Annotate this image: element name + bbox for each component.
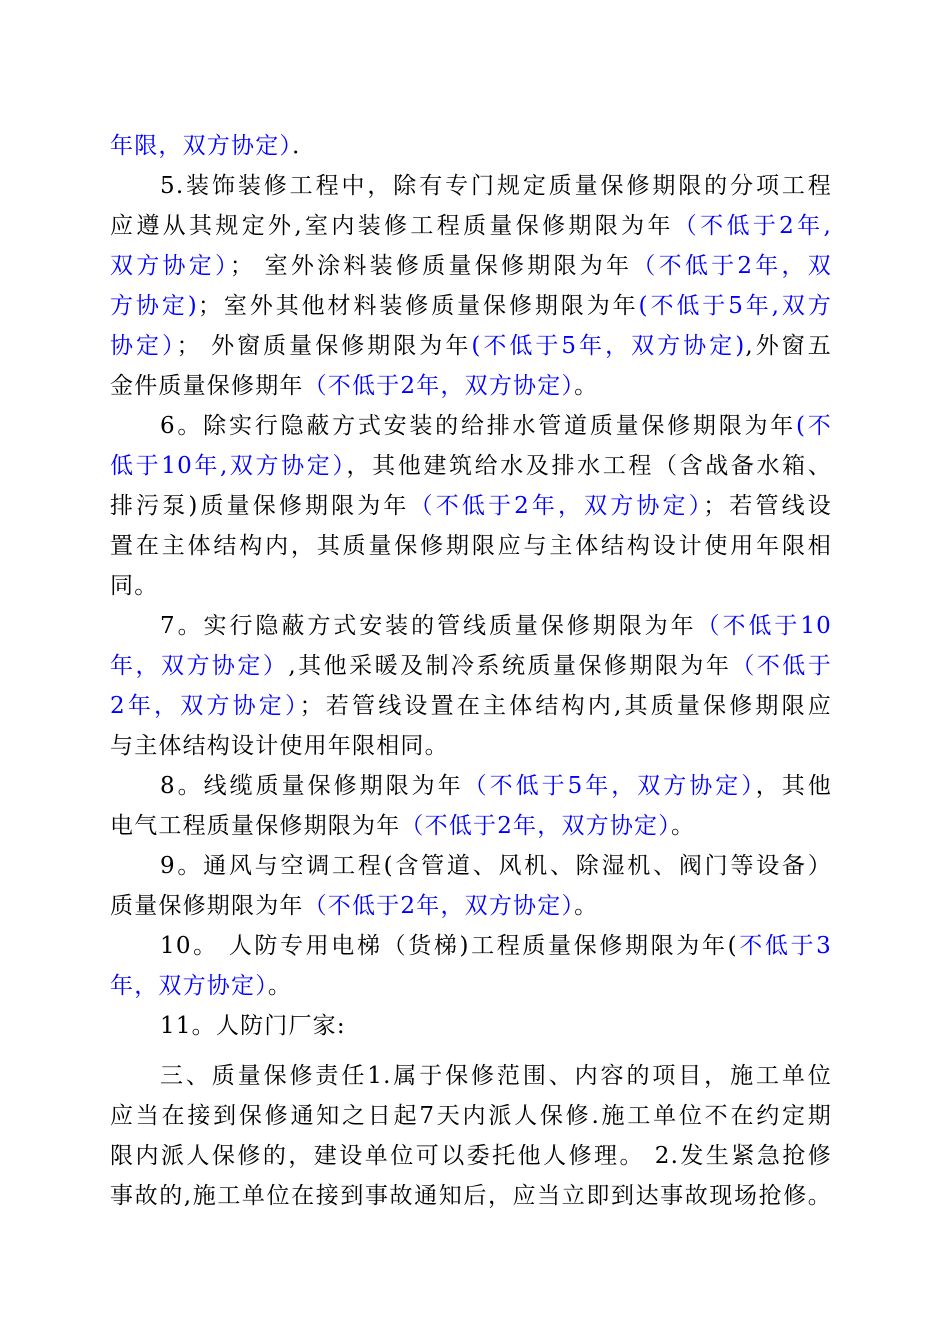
body-text: 9。通风与空调工程(含管道、风机、除湿机、阀门等设备） [160, 853, 832, 879]
text-line [110, 126, 832, 166]
body-text: 。 [267, 973, 293, 999]
body-text: ；若管线设置在主体结构内,其质量保修期限应 [299, 693, 833, 719]
text-line [110, 966, 832, 1006]
body-text: ； 外窗质量保修期限为年 [176, 333, 472, 359]
body-text: 排污泵)质量保修期限为年 [110, 493, 410, 519]
body-text: ；若管线设 [703, 493, 833, 519]
body-text: 置在主体结构内，其质量保修期限应与主体结构设计使用年限相 [110, 533, 832, 559]
fill-in-clause: （不低于10 [696, 613, 832, 639]
fill-in-clause: （不低于2年，双方协定） [303, 373, 575, 399]
body-text: 10。 人防专用电梯（货梯)工程质量保修期限为年( [160, 933, 738, 959]
body-text: 8。线缆质量保修期限为年 [160, 773, 464, 799]
body-text: 事故的,施工单位在接到事故通知后，应当立即到达事故现场抢修。 [110, 1183, 832, 1209]
fill-in-clause: 低于10年,双方协定） [110, 453, 347, 479]
fill-in-clause: （不低于2年，双方协定） [303, 893, 575, 919]
text-line [160, 1006, 832, 1046]
body-text: 。 [574, 893, 599, 919]
text-line [110, 446, 832, 486]
body-text: 。 [574, 373, 599, 399]
fill-in-clause: 年，双方协定） [110, 653, 289, 679]
fill-in-clause: 不低于3 [737, 933, 832, 959]
body-text: 应遵从其规定外,室内装修工程质量保修期限为年 [110, 213, 674, 239]
body-text: 7。实行隐蔽方式安装的管线质量保修期限为年 [160, 613, 697, 639]
fill-in-clause: 2年，双方协定） [110, 693, 300, 719]
body-text: 同。 [110, 573, 159, 599]
text-line [160, 406, 832, 446]
text-line [110, 326, 832, 366]
text-line [160, 1056, 832, 1096]
text-line [110, 526, 832, 566]
fill-in-clause: (不低于5年，双方协定) [471, 333, 746, 359]
body-text: ,其他采暖及制冷系统质量保修期限为年 [288, 653, 732, 679]
body-text: 限内派人保修的，建设单位可以委托他人修理。 2.发生紧急抢修 [110, 1143, 832, 1169]
text-line [110, 366, 832, 406]
body-text: 6。除实行隐蔽方式安装的给排水管道质量保修期限为年 [160, 413, 797, 439]
fill-in-clause: 年限，双方协定） [110, 133, 293, 159]
text-line [110, 1176, 832, 1216]
body-text: 。 [670, 813, 696, 839]
body-text: 三、质量保修责任1.属于保修范围、内容的项目，施工单位 [160, 1063, 832, 1089]
text-line [110, 566, 832, 606]
fill-in-clause: （不低于2年, [673, 213, 832, 239]
fill-in-clause: （不低于2年，双 [632, 253, 832, 279]
fill-in-clause: (不 [796, 413, 832, 439]
body-text: ，其他 [755, 773, 832, 799]
fill-in-clause: 协定） [110, 333, 177, 359]
body-text: 金件质量保修期年 [110, 373, 304, 399]
body-text: ． [292, 133, 317, 159]
text-line [110, 806, 832, 846]
body-text: 5.装饰装修工程中，除有专门规定质量保修期限的分项工程 [160, 173, 832, 199]
fill-in-clause: （不低于2年，双方协定） [409, 493, 704, 519]
fill-in-clause: （不低于5年，双方协定） [463, 773, 756, 799]
body-text: ,外窗五 [745, 333, 832, 359]
text-line [110, 646, 832, 686]
body-text: ，其他建筑给水及排水工程（含战备水箱、 [346, 453, 832, 479]
text-line [110, 1096, 832, 1136]
text-line [110, 1136, 832, 1176]
text-line [110, 686, 832, 726]
fill-in-clause: （不低于 [731, 653, 832, 679]
fill-in-clause: （不低于2年，双方协定） [400, 813, 671, 839]
text-line [160, 166, 832, 206]
fill-in-clause: (不低于5年,双方 [638, 293, 833, 319]
text-line [110, 246, 832, 286]
text-line [160, 846, 832, 886]
text-line [160, 766, 832, 806]
body-text: ； 室外涂料装修质量保修期限为年 [229, 253, 633, 279]
text-line [110, 486, 832, 526]
fill-in-clause: 方协定) [110, 293, 198, 319]
text-line [160, 606, 832, 646]
fill-in-clause: 双方协定） [110, 253, 230, 279]
text-line [160, 926, 832, 966]
body-text: 11。人防门厂家: [160, 1013, 346, 1039]
text-line [110, 886, 832, 926]
text-line [110, 726, 832, 766]
fill-in-clause: 年，双方协定） [110, 973, 268, 999]
body-text: 与主体结构设计使用年限相同。 [110, 733, 449, 759]
text-line [110, 286, 832, 326]
body-text: 应当在接到保修通知之日起7天内派人保修.施工单位不在约定期 [110, 1103, 832, 1129]
text-line [110, 206, 832, 246]
body-text: 质量保修期限为年 [110, 893, 304, 919]
body-text: ；室外其他材料装修质量保修期限为年 [197, 293, 639, 319]
body-text: 电气工程质量保修期限为年 [110, 813, 401, 839]
